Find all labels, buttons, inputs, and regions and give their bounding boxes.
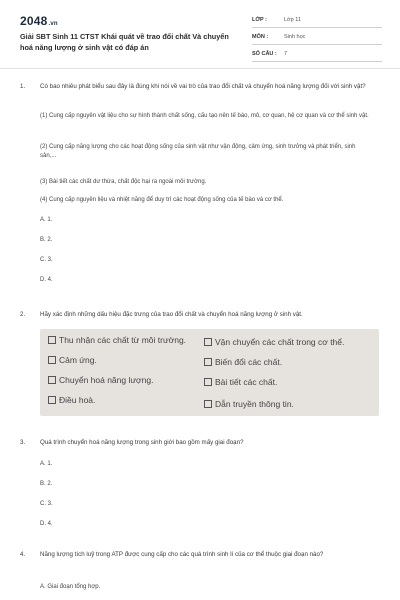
header-divider	[0, 68, 400, 69]
logo-suffix: .vn	[48, 21, 58, 27]
document-title: Giải SBT Sinh 11 CTST Khái quát về trao đổi chất Và chuyển hoá năng lượng ở sinh vật có đáp án	[20, 32, 229, 52]
meta-row-subject	[252, 30, 382, 45]
option-b[interactable]: B. 2.	[40, 237, 53, 243]
header	[0, 0, 400, 68]
image-item: Biến đổi các chất.	[204, 357, 282, 367]
image-item: Dẫn truyền thông tin.	[204, 399, 294, 409]
question-2-image	[40, 329, 379, 416]
meta-label: SỐ CÂU :	[252, 51, 277, 57]
image-item: Cảm ứng.	[48, 355, 97, 365]
statement-1: (1) Cung cấp nguyên vật liệu cho sự hình thành chất sống, cấu tạo nên tế bào, mô, cơ quan, hệ cơ quan và cơ thể sinh vật.	[40, 113, 369, 119]
image-item: Bài tiết các chất.	[204, 377, 277, 387]
image-item: Điều hoà.	[48, 395, 95, 405]
logo-main: 2048	[20, 14, 48, 28]
question-stem: Quá trình chuyển hoá năng lượng trong sinh giới bao gồm mấy giai đoạn?	[40, 439, 244, 446]
question-stem: Có bao nhiêu phát biểu sau đây là đúng khi nói về vai trò của trao đổi chất và chuyển hoá năng lượng đối với sinh vật?	[40, 83, 366, 90]
option-a[interactable]: A. Giai đoạn tổng hợp.	[40, 584, 101, 590]
question-stem: Hãy xác định những dấu hiệu đặc trưng của trao đổi chất và chuyển hoá năng lượng ở sinh vật.	[40, 311, 303, 318]
question-number: 3.	[20, 439, 26, 446]
statement-2: (2) Cung cấp năng lượng cho các hoạt động sống của sinh vật như vận động, cảm ứng, sinh trưởng và phát triển, sinh sản,...	[40, 144, 356, 159]
meta-value: Sinh học	[284, 34, 306, 40]
option-a[interactable]: A. 1.	[40, 217, 53, 223]
meta-value: Lớp 11	[284, 17, 301, 23]
checkbox-icon	[204, 400, 212, 408]
question-number: 2.	[20, 311, 26, 318]
option-a[interactable]: A. 1.	[40, 461, 53, 467]
statement-3: (3) Bài tiết các chất dư thừa, chất độc hại ra ngoài môi trường.	[40, 179, 207, 185]
image-item: Thu nhận các chất từ môi trường.	[48, 335, 186, 345]
image-item: Vận chuyển các chất trong cơ thể.	[204, 337, 344, 347]
site-logo[interactable]	[20, 14, 58, 28]
question-number: 4.	[20, 551, 26, 558]
option-d[interactable]: D. 4.	[40, 521, 53, 527]
image-item: Chuyển hoá năng lượng.	[48, 375, 153, 385]
meta-panel	[252, 13, 382, 64]
option-b[interactable]: B. 2.	[40, 481, 53, 487]
statement-4: (4) Cung cấp nguyên liệu và nhiệt năng để duy trì các hoạt động sống của tế bào và cơ thể.	[40, 197, 284, 203]
checkbox-icon	[48, 356, 56, 364]
checkbox-icon	[204, 378, 212, 386]
option-d[interactable]: D. 4.	[40, 277, 53, 283]
meta-value: 7	[284, 51, 288, 57]
meta-row-count	[252, 47, 382, 62]
meta-label: LỚP :	[252, 17, 267, 23]
option-c[interactable]: C. 3.	[40, 501, 53, 507]
checkbox-icon	[204, 358, 212, 366]
checkbox-icon	[48, 396, 56, 404]
meta-row-grade	[252, 13, 382, 28]
option-c[interactable]: C. 3.	[40, 257, 53, 263]
question-stem: Năng lượng tích luỹ trong ATP được cung cấp cho các quá trình sinh lí của cơ thể thuộc giai đoạn nào?	[40, 551, 324, 558]
checkbox-icon	[48, 336, 56, 344]
checkbox-icon	[48, 376, 56, 384]
question-number: 1.	[20, 83, 26, 90]
meta-label: MÔN :	[252, 34, 269, 40]
checkbox-icon	[204, 338, 212, 346]
